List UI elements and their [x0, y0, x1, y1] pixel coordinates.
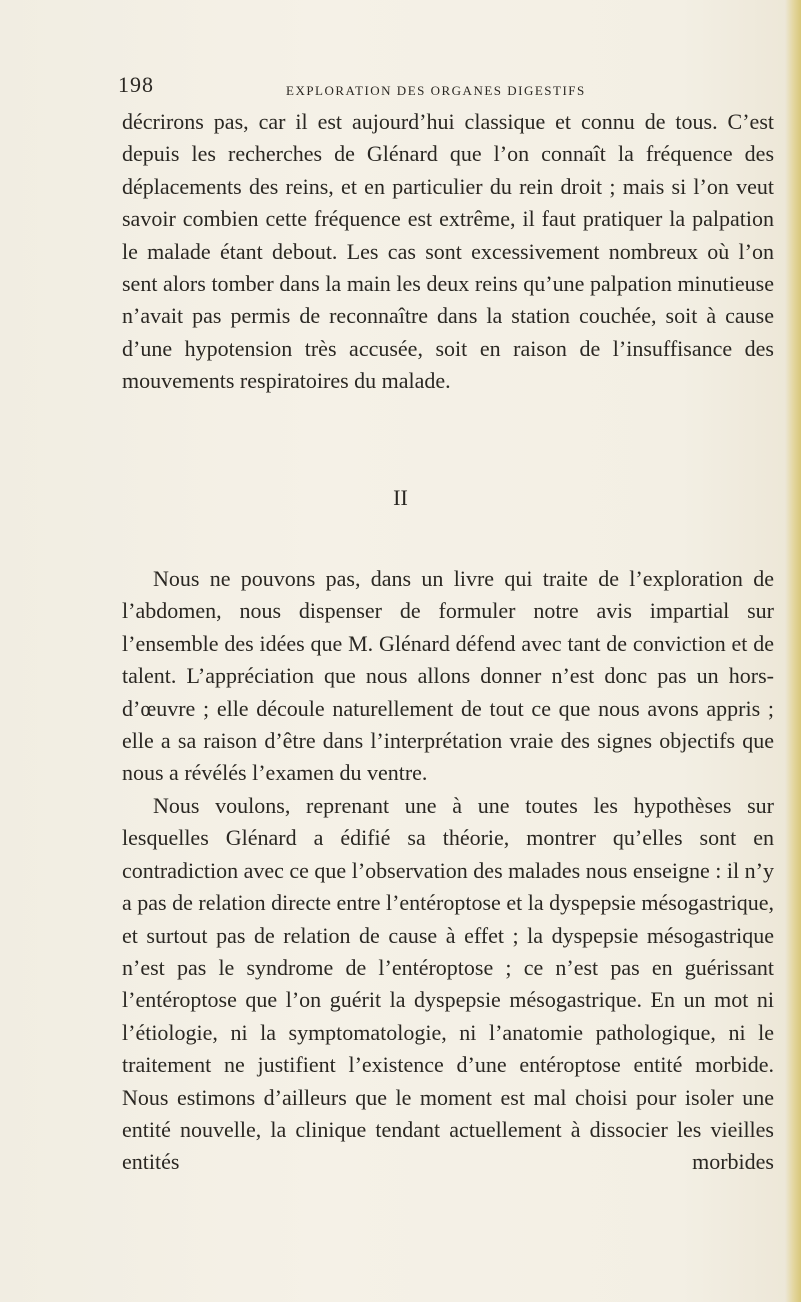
- section-number: II: [393, 485, 408, 510]
- paragraph: Nous voulons, reprenant une à une toutes les hypothèses sur lesquelles Glénard a édifié sa théorie, montrer qu’elles sont en contradiction avec ce que l’observation des malades nous enseigne : il n’y a pas de relation directe entre l’entéroptose et la dyspepsie mésogastrique, et surtout pas de relation de cause à effet ; la dyspepsie mésogastrique n’est pas le syndrome de l’entéroptose ; ce n’est pas en guérissant l’entéroptose que l’on guérit la dyspepsie mésogastrique. En un mot ni l’étiologie, ni la symptomatologie, ni l’anatomie pathologique, ni le traitement ne justifient l’existence d’une entéroptose entité morbide. Nous estimons d’ailleurs que le moment est mal choisi pour isoler une entité nouvelle, la clinique tendant actuellement à dissocier les vieilles entités morbides: [122, 793, 774, 1175]
- page-edge: [785, 0, 801, 1302]
- running-title: EXPLORATION DES ORGANES DIGESTIFS: [286, 83, 586, 98]
- paragraph: Nous ne pouvons pas, dans un livre qui traite de l’exploration de l’abdomen, nous dispenser de formuler notre avis impartial sur l’ensemble des idées que M. Glénard défend avec tant de conviction et de talent. L’appréciation que nous allons donner n’est donc pas un hors-d’œuvre ; elle découle naturellement de tout ce que nous avons appris ; elle a sa raison d’être dans l’interprétation vraie des signes objectifs que nous a révélés l’examen du ventre.: [122, 566, 774, 786]
- paragraph-continued: décrirons pas, car il est aujourd’hui classique et connu de tous. C’est depuis les recherches de Glénard que l’on connaît la fréquence des déplacements des reins, et en particulier du rein droit ; mais si l’on veut savoir combien cette fréquence est extrême, il faut pratiquer la palpation le malade étant debout. Les cas sont excessivement nombreux où l’on sent alors tomber dans la main les deux reins qu’une palpation minutieuse n’avait pas permis de reconnaître dans la station couchée, soit à cause d’une hypotension très accusée, soit en raison de l’insuffisance des mouvements respiratoires du malade.: [122, 109, 774, 394]
- page-number: 198: [118, 72, 154, 97]
- running-head: [118, 72, 778, 102]
